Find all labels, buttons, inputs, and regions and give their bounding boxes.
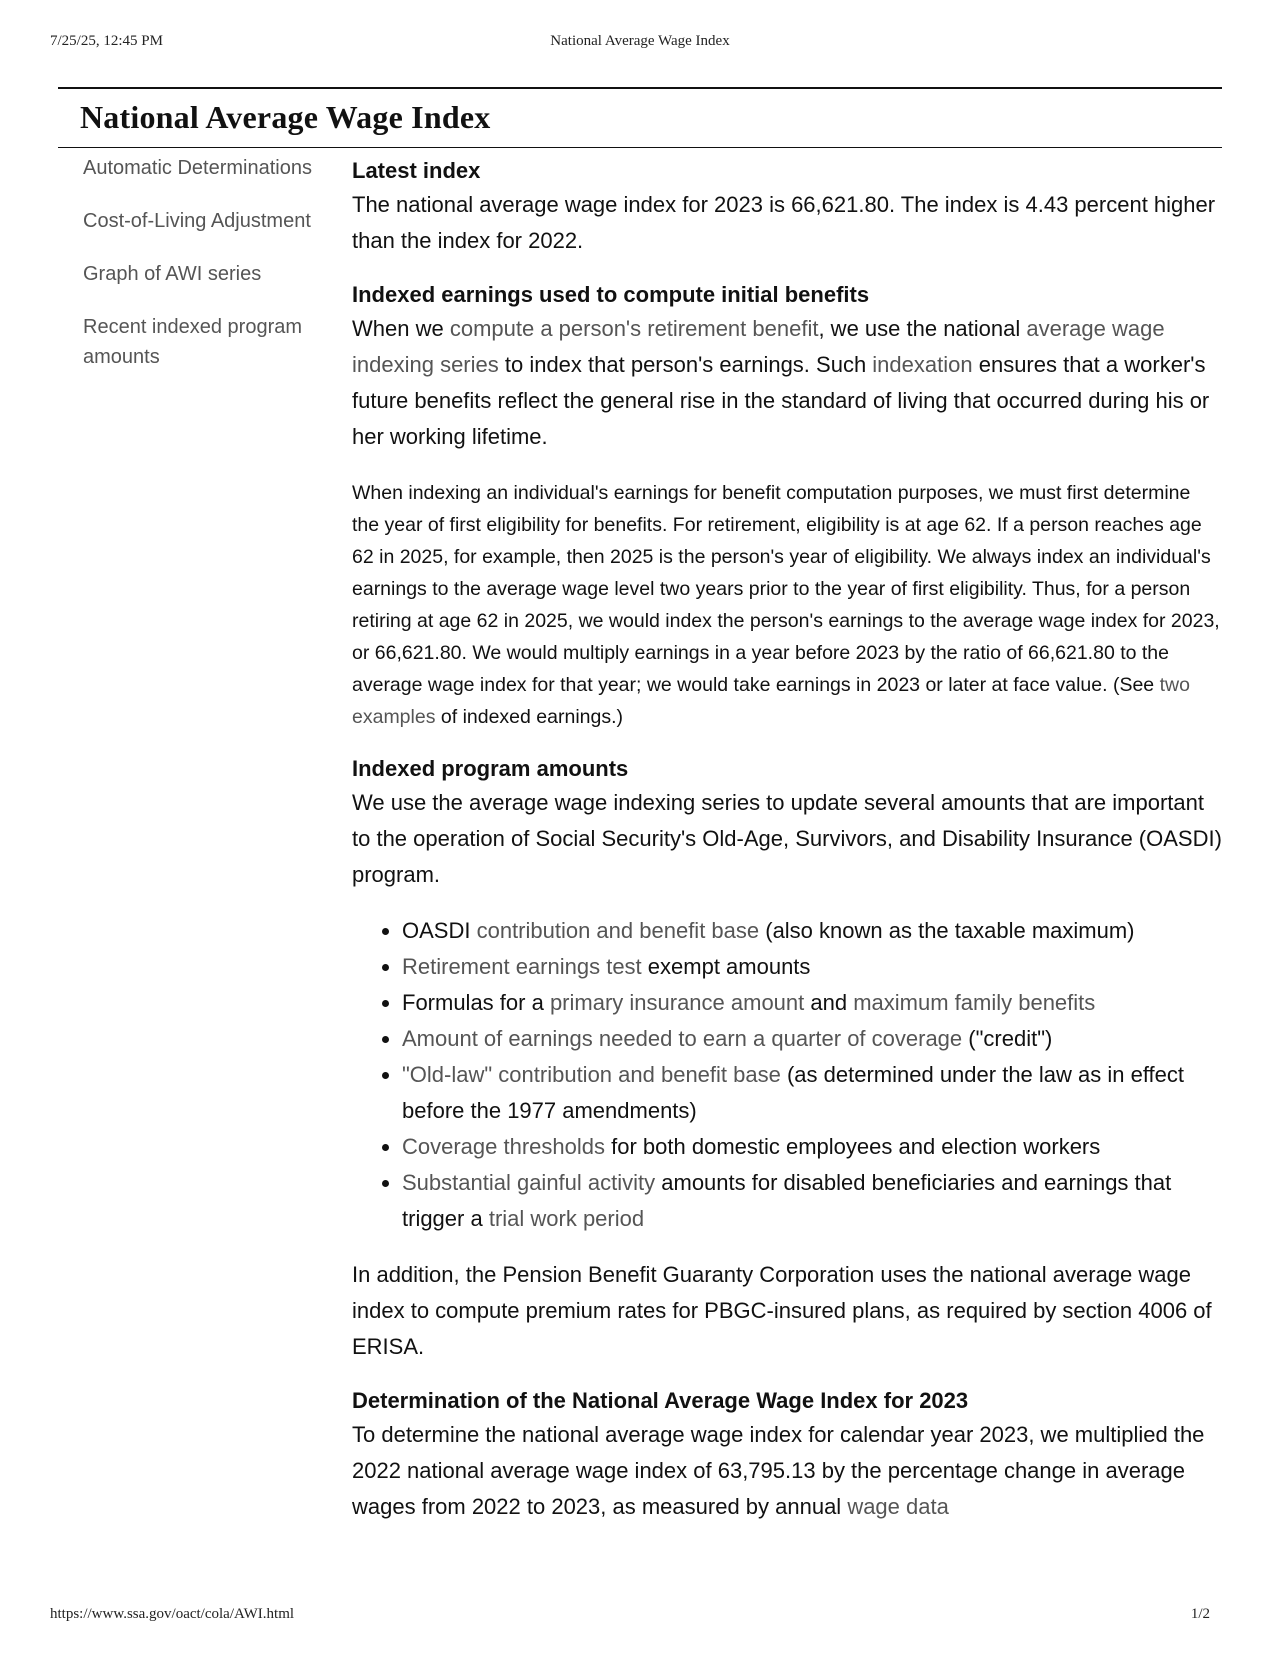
contribution-benefit-base-link[interactable]: contribution and benefit base bbox=[476, 918, 760, 943]
list-item bbox=[402, 1165, 1222, 1237]
print-url: https://www.ssa.gov/oact/cola/AWI.html bbox=[50, 1606, 295, 1622]
list-item bbox=[402, 913, 1222, 949]
primary-insurance-amount-link[interactable]: primary insurance amount bbox=[549, 990, 805, 1015]
two-examples-link[interactable]: two examples bbox=[352, 674, 1190, 728]
text-run: (as determined under the law as in effect before the 1977 amendments) bbox=[402, 1062, 1185, 1123]
latest-index-heading: Latest index bbox=[352, 158, 481, 183]
indexed-earnings-heading: Indexed earnings used to compute initial benefits bbox=[352, 282, 870, 307]
text-run: ("credit") bbox=[962, 1026, 1053, 1051]
determination-heading: Determination of the National Average Wage Index for 2023 bbox=[352, 1388, 969, 1413]
print-header bbox=[50, 33, 1230, 55]
list-item bbox=[402, 985, 1222, 1021]
list-item bbox=[402, 1021, 1222, 1057]
title-bar bbox=[58, 87, 1222, 148]
text-run: amounts for disabled beneficiaries and earnings that trigger a bbox=[402, 1170, 1172, 1231]
text-run: Formulas for a bbox=[402, 990, 550, 1015]
sidebar-item-cost-of-living-adjustment[interactable]: Cost-of-Living Adjustment bbox=[83, 210, 311, 232]
program-amounts-intro: We use the average wage indexing series to update several amounts that are important to the operation of Social Security's Old-Age, Survivors, and Disability Insurance (OASDI) program. bbox=[352, 790, 1222, 887]
wage-data-link[interactable]: wage data bbox=[847, 1494, 949, 1519]
text-run: (also known as the taxable maximum) bbox=[759, 918, 1135, 943]
text-run: , we use the national bbox=[818, 316, 1027, 341]
old-law-base-link[interactable]: "Old-law" contribution and benefit base bbox=[402, 1062, 781, 1087]
text-run: to index that person's earnings. Such bbox=[498, 352, 873, 377]
text-run: When indexing an individual's earnings for benefit computation purposes, we must first determine the year of first eligibility for benefits. For retirement, eligibility is at age 62. If a person reaches age 62 in 2025, for example, then 2025 is the person's year of eligibility. We always index an individual's earnings to the average wage level two years prior to the year of first eligibility. Thus, for a person retiring at age 62 in 2025, we would index the person's earnings to the average wage index for 2023, or 66,621.80. We would multiply earnings in a year before 2023 by the ratio of 66,621.80 to the average wage index for that year; we would take earnings in 2023 or later at face value. (See bbox=[352, 482, 1220, 696]
page-title: National Average Wage Index bbox=[80, 99, 491, 135]
program-amounts-heading: Indexed program amounts bbox=[352, 756, 629, 781]
text-run: of indexed earnings.) bbox=[435, 706, 624, 728]
text-run: exempt amounts bbox=[641, 954, 811, 979]
quarter-of-coverage-link[interactable]: Amount of earnings needed to earn a quarter of coverage bbox=[402, 1026, 963, 1051]
latest-index-text: The national average wage index for 2023 is 66,621.80. The index is 4.43 percent higher than the index for 2022. bbox=[352, 192, 1216, 253]
list-item bbox=[402, 1129, 1222, 1165]
text-run: for both domestic employees and election workers bbox=[605, 1134, 1101, 1159]
maximum-family-benefits-link[interactable]: maximum family benefits bbox=[853, 990, 1096, 1015]
eligibility-paragraph bbox=[352, 477, 1222, 733]
print-footer bbox=[50, 1606, 1230, 1628]
text-run: OASDI bbox=[402, 918, 477, 943]
average-wage-indexing-series-link[interactable]: average wage indexing series bbox=[352, 316, 1165, 377]
list-item bbox=[402, 949, 1222, 985]
indexation-link[interactable]: indexation bbox=[872, 352, 973, 377]
page-number: 1/2 bbox=[1190, 1606, 1210, 1622]
substantial-gainful-activity-link[interactable]: Substantial gainful activity bbox=[402, 1170, 656, 1195]
pbgc-paragraph: In addition, the Pension Benefit Guaranty Corporation uses the national average wage index to compute premium rates for PBGC-insured plans, as required by section 4006 of ERISA. bbox=[352, 1262, 1212, 1359]
sidebar-item-graph-of-awi-series[interactable]: Graph of AWI series bbox=[83, 263, 262, 285]
print-date: 7/25/25, 12:45 PM bbox=[50, 33, 163, 49]
program-amounts-list bbox=[352, 913, 1222, 1237]
trial-work-period-link[interactable]: trial work period bbox=[488, 1206, 645, 1231]
text-run: ensures that a worker's future benefits reflect the general rise in the standard of living that occurred during his or her working lifetime. bbox=[352, 352, 1210, 449]
sidebar bbox=[83, 153, 343, 395]
text-run: When we bbox=[352, 316, 450, 341]
text-run: and bbox=[804, 990, 854, 1015]
coverage-thresholds-link[interactable]: Coverage thresholds bbox=[402, 1134, 606, 1159]
sidebar-item-automatic-determinations[interactable]: Automatic Determinations bbox=[83, 157, 312, 179]
print-title: National Average Wage Index bbox=[550, 33, 730, 49]
indexed-earnings-paragraph bbox=[352, 311, 1222, 455]
determination-paragraph bbox=[352, 1417, 1222, 1525]
main-content bbox=[352, 155, 1222, 1525]
retirement-earnings-test-link[interactable]: Retirement earnings test bbox=[402, 954, 642, 979]
text-run: To determine the national average wage index for calendar year 2023, we multiplied the 2022 national average wage index of 63,795.13 by the percentage change in average wages from 2022 to 2023, as measured by annual bbox=[352, 1422, 1205, 1519]
compute-retirement-benefit-link[interactable]: compute a person's retirement benefit bbox=[449, 316, 819, 341]
sidebar-item-recent-indexed-program-amounts[interactable]: Recent indexed program amounts bbox=[83, 316, 303, 368]
list-item bbox=[402, 1057, 1222, 1129]
